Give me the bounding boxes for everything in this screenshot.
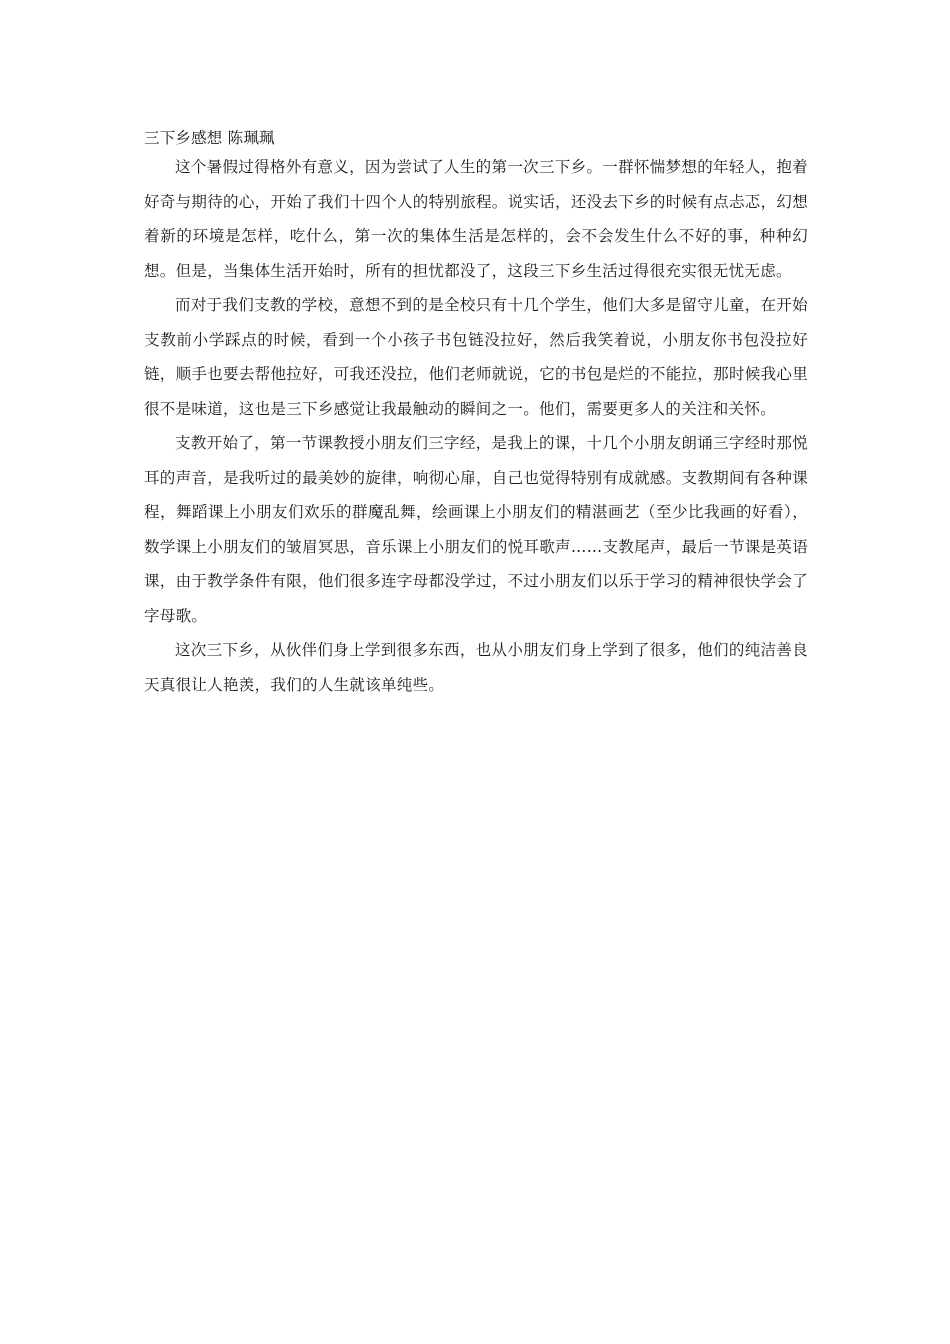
document-title: 三下乡感想 陈珮珮 bbox=[144, 129, 275, 147]
paragraph-2: 而对于我们支教的学校，意想不到的是全校只有十几个学生，他们大多是留守儿童，在开始支教前小学踩点的时候，看到一个小孩子书包链没拉好，然后我笑着说，小朋友你书包没拉好链，顺手也要去帮他拉好，可我还没拉，他们老师就说，它的书包是烂的不能拉，那时候我心里很不是味道，这也是三下乡感觉让我最触动的瞬间之一。他们，需要更多人的关注和关怀。 bbox=[144, 296, 808, 418]
document-body bbox=[144, 128, 808, 702]
paragraph-1: 这个暑假过得格外有意义，因为尝试了人生的第一次三下乡。一群怀惴梦想的年轻人，抱着好奇与期待的心，开始了我们十四个人的特别旅程。说实话，还没去下乡的时候有点忐忑，幻想着新的环境是怎样，吃什么，第一次的集体生活是怎样的，会不会发生什么不好的事，种种幻想。但是，当集体生活开始时，所有的担忧都没了，这段三下乡生活过得很充实很无忧无虑。 bbox=[144, 158, 808, 280]
paragraph-4: 这次三下乡，从伙伴们身上学到很多东西，也从小朋友们身上学到了很多，他们的纯洁善良天真很让人艳羡，我们的人生就该单纯些。 bbox=[144, 641, 808, 694]
paragraph-3: 支教开始了，第一节课教授小朋友们三字经，是我上的课，十几个小朋友朗诵三字经时那悦耳的声音，是我听过的最美妙的旋律，响彻心扉，自己也觉得特别有成就感。支教期间有各种课程，舞蹈课上小朋友们欢乐的群魔乱舞，绘画课上小朋友们的精湛画艺（至少比我画的好看），数学课上小朋友们的皱眉冥思，音乐课上小朋友们的悦耳歌声……支教尾声，最后一节课是英语课，由于教学条件有限，他们很多连字母都没学过，不过小朋友们以乐于学习的精神很快学会了字母歌。 bbox=[144, 434, 808, 625]
